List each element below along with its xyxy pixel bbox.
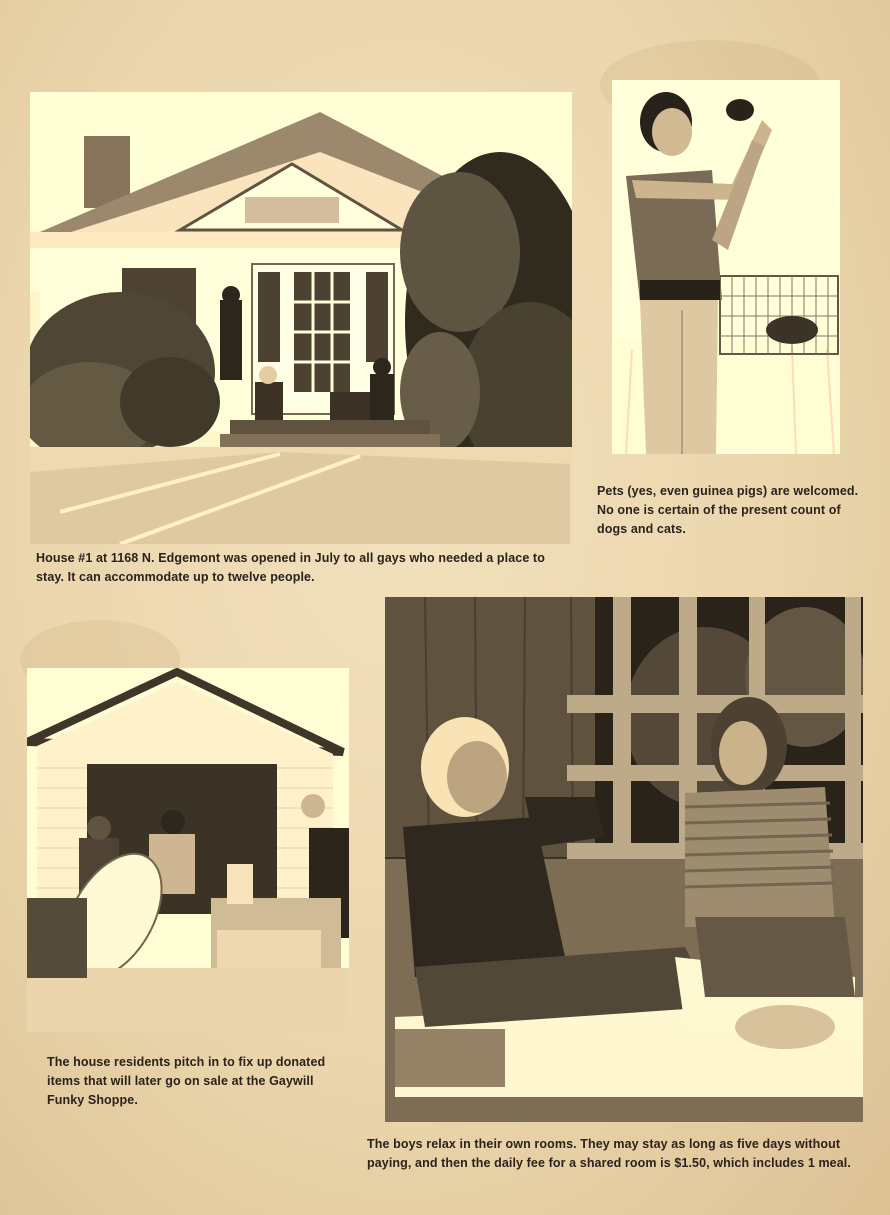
boys-photo xyxy=(385,597,863,1122)
house-caption: House #1 at 1168 N. Edgemont was opened in July to all gays who needed a place to stay. It can accommodate up to twelve people. xyxy=(36,551,545,584)
house-photo xyxy=(30,92,572,544)
garage-photo xyxy=(27,668,349,1032)
pets-photo xyxy=(612,80,840,454)
pets-caption: Pets (yes, even guinea pigs) are welcomed. No one is certain of the present count of dogs and cats. xyxy=(597,484,859,536)
garage-caption: The house residents pitch in to fix up donated items that will later go on sale at the Gaywill Funky Shoppe. xyxy=(47,1055,326,1107)
boys-caption: The boys relax in their own rooms. They may stay as long as five days without paying, and then the daily fee for a shared room is $1.50, which includes 1 meal. xyxy=(367,1137,851,1170)
